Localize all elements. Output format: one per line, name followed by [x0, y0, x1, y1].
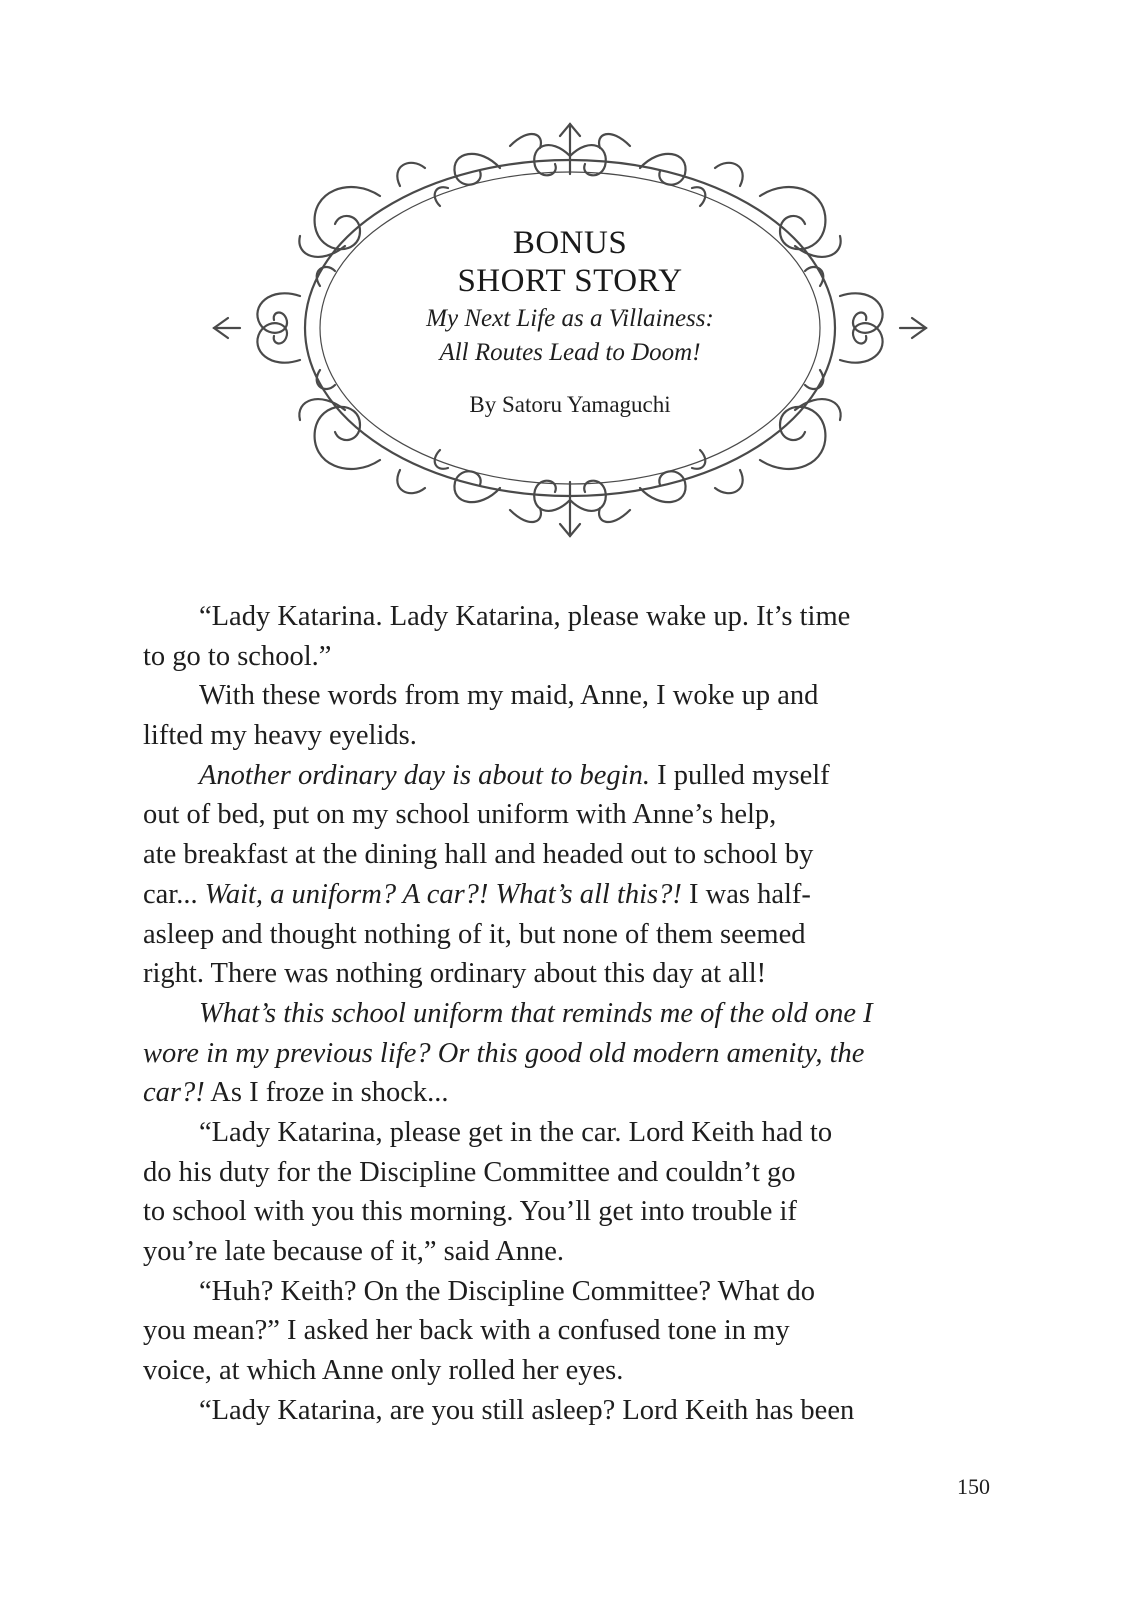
heading-line-2: SHORT STORY	[457, 263, 683, 299]
text-line: to go to school.”	[143, 640, 332, 672]
text-line: ate breakfast at the dining hall and headed out to school by	[143, 839, 814, 871]
subtitle-line-2: All Routes Lead to Doom!	[439, 339, 701, 366]
text-line: car... Wait, a uniform? A car?! What’s all this?! I was half-	[143, 878, 811, 910]
heading-line-1: BONUS	[512, 225, 628, 261]
text-line: right. There was nothing ordinary about this day at all!	[143, 958, 767, 990]
title-block	[330, 224, 810, 420]
text-line: “Lady Katarina. Lady Katarina, please wake up. It’s time	[199, 601, 851, 632]
story-body	[143, 597, 993, 1430]
text-line: Another ordinary day is about to begin. I pulled myself	[199, 759, 830, 791]
page-number: 150	[957, 1474, 990, 1499]
text-line: “Lady Katarina, please get in the car. Lord Keith had to	[199, 1116, 833, 1148]
text-line: asleep and thought nothing of it, but none of them seemed	[143, 918, 806, 950]
text-line: “Lady Katarina, are you still asleep? Lord Keith has been	[199, 1394, 855, 1426]
text-line: wore in my previous life? Or this good old modern amenity, the	[143, 1037, 865, 1069]
subtitle-line-1: My Next Life as a Villainess:	[426, 305, 714, 332]
text-line: What’s this school uniform that reminds me of the old one I	[199, 997, 873, 1029]
text-line: do his duty for the Discipline Committee and couldn’t go	[143, 1156, 796, 1188]
text-line: out of bed, put on my school uniform with Anne’s help,	[143, 799, 777, 831]
text-line: to school with you this morning. You’ll get into trouble if	[143, 1196, 797, 1228]
text-line: “Huh? Keith? On the Discipline Committee? What do	[199, 1275, 816, 1307]
text-line: you mean?” I asked her back with a confused tone in my	[143, 1315, 790, 1347]
text-line: lifted my heavy eyelids.	[143, 720, 417, 752]
text-line: With these words from my maid, Anne, I woke up and	[199, 680, 819, 712]
text-line: voice, at which Anne only rolled her eyes.	[143, 1355, 624, 1387]
text-line: car?! As I froze in shock...	[143, 1077, 449, 1109]
text-line: you’re late because of it,” said Anne.	[143, 1236, 565, 1267]
author-byline: By Satoru Yamaguchi	[469, 392, 671, 417]
